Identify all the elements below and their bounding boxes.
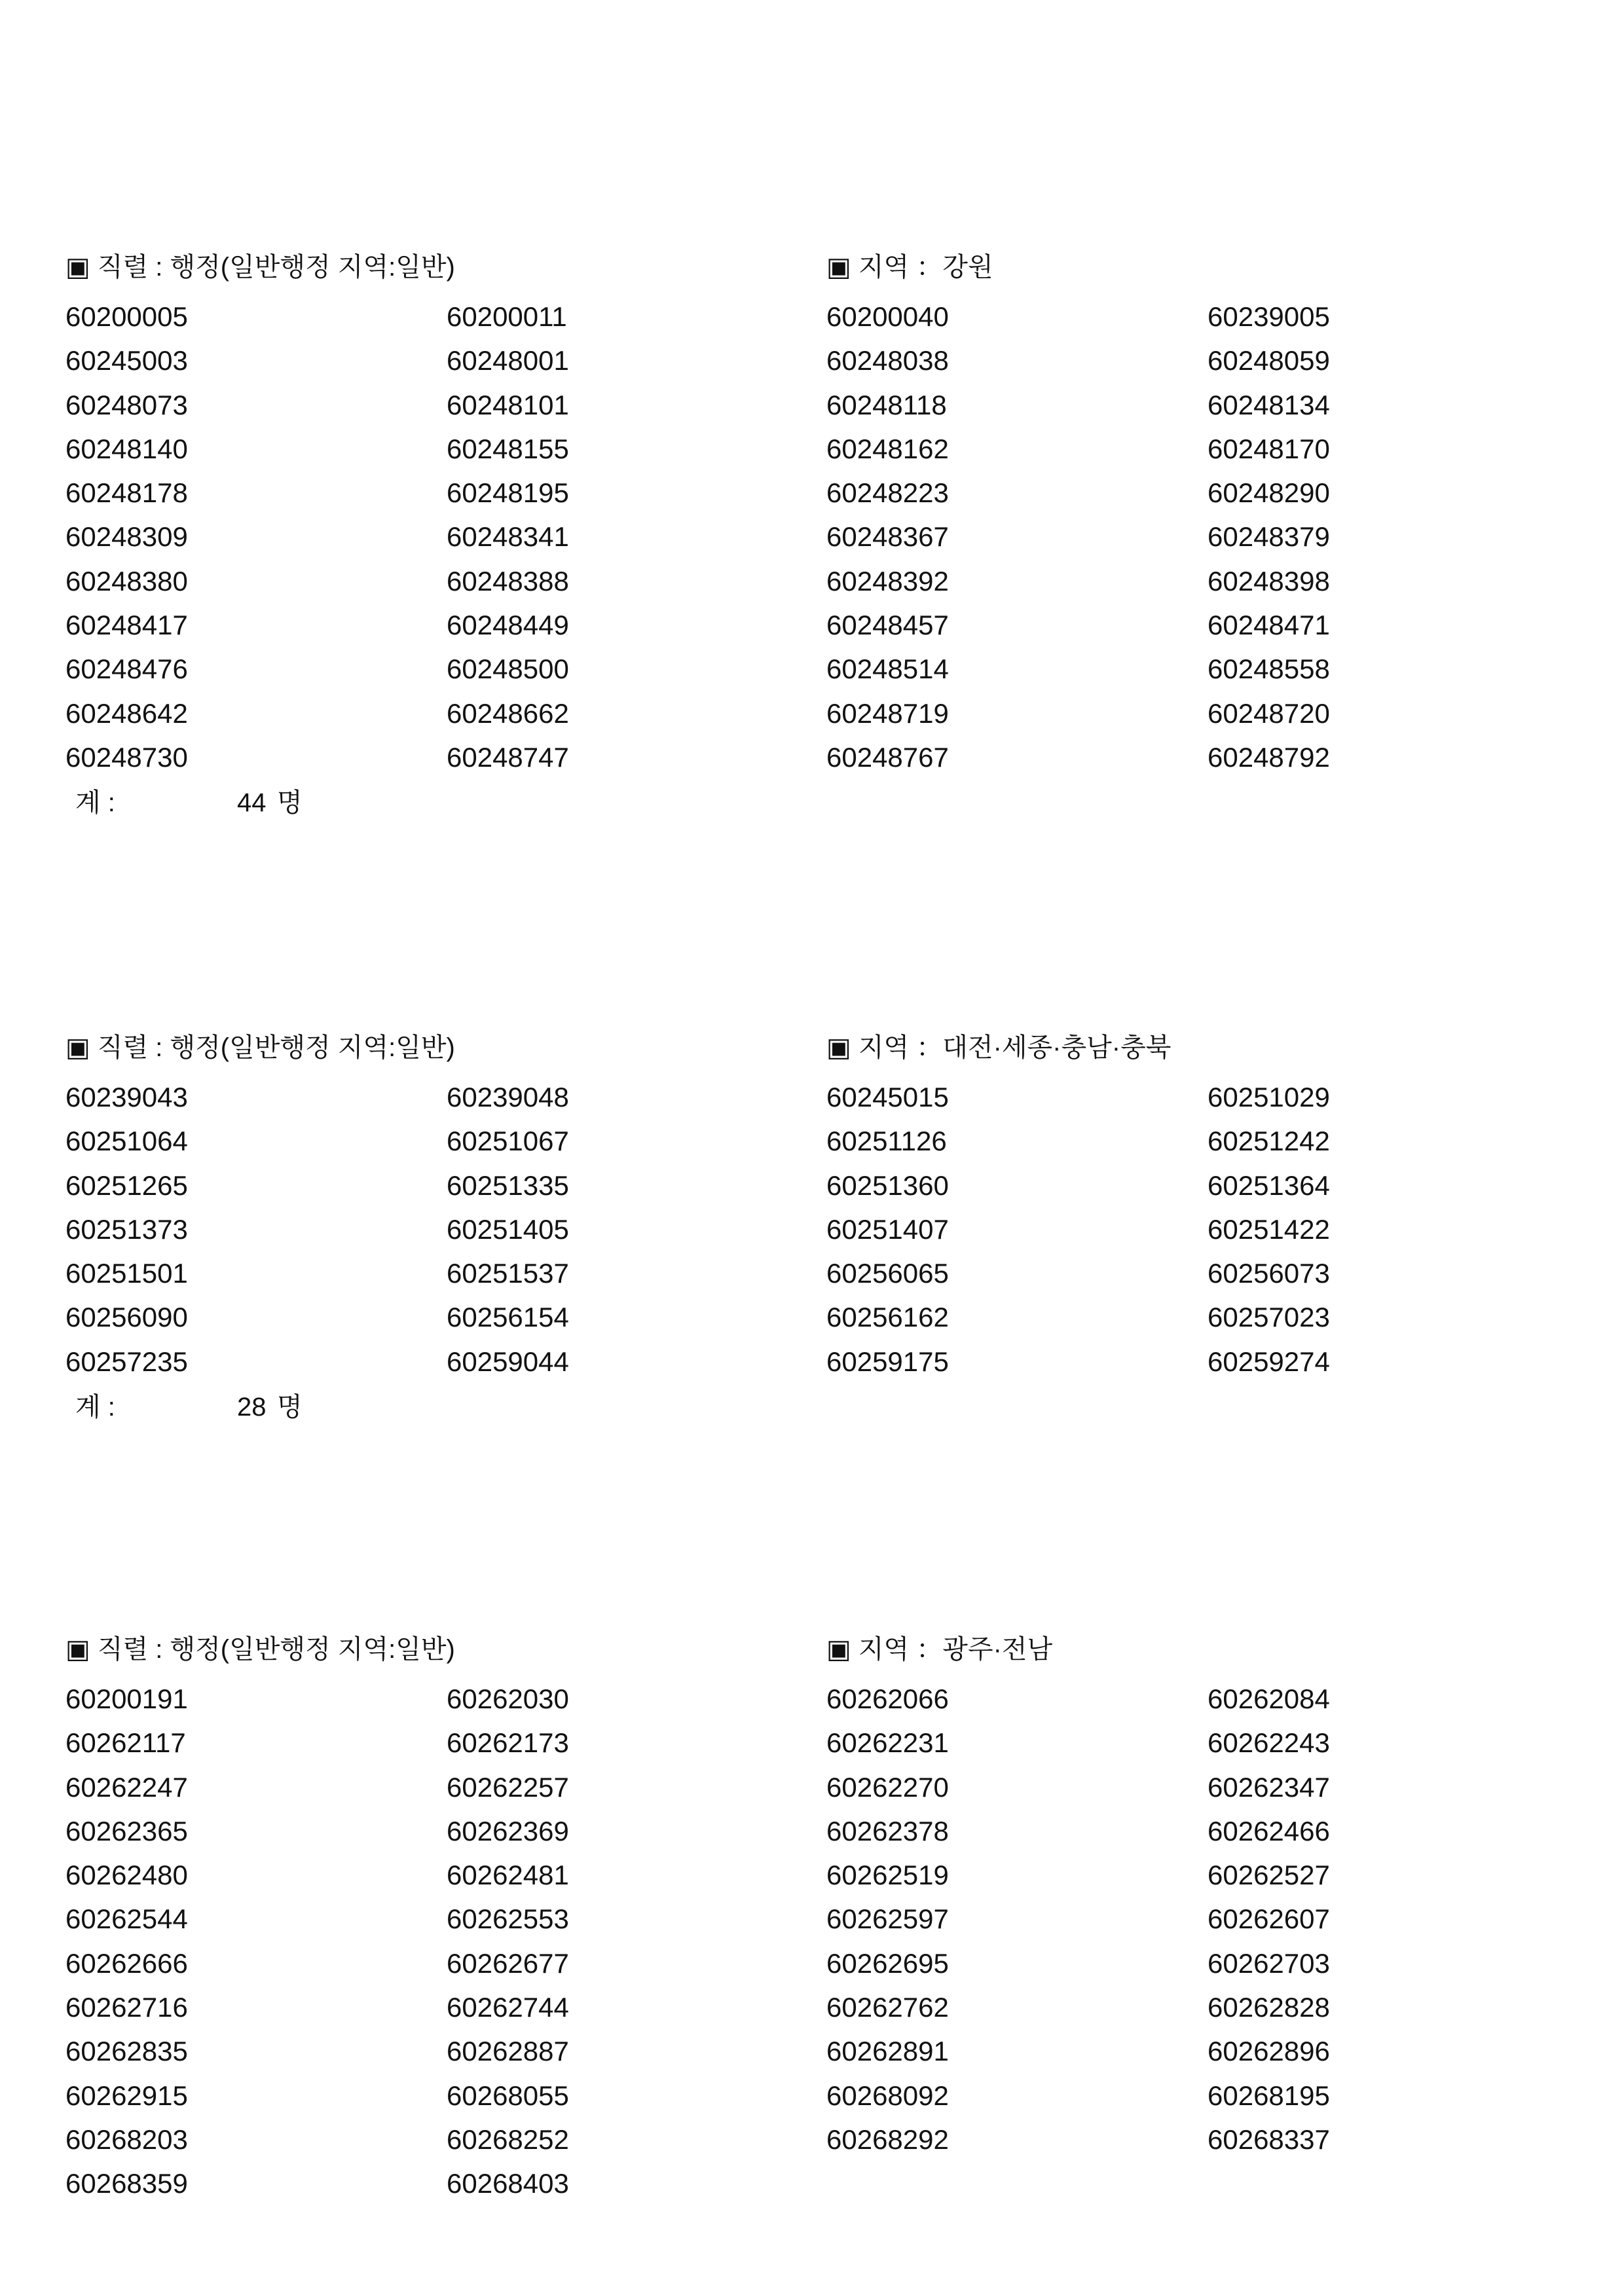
number-cell: 60248388: [447, 565, 569, 597]
number-cell: 60200040: [826, 301, 949, 332]
number-cell: 60268403: [447, 2168, 569, 2199]
region-heading: ▣ 지역 ：대전·세종·충남·충북: [826, 1033, 1172, 1062]
number-cell: 60262347: [1208, 1771, 1330, 1803]
section-header: [65, 249, 1572, 285]
number-cell: 60268359: [65, 2168, 188, 2199]
number-cell: 60262257: [447, 1771, 569, 1803]
region-heading: ▣ 지역 ：강원: [826, 253, 993, 282]
number-cell: 60248379: [1208, 521, 1330, 553]
number-cell: 60239005: [1208, 301, 1330, 332]
number-cell: 60262896: [1208, 2036, 1330, 2067]
number-cell: 60248380: [65, 565, 188, 597]
number-cell: 60248367: [826, 521, 949, 553]
number-cell: 60256065: [826, 1258, 949, 1289]
table-row: [65, 1944, 1572, 1988]
number-cell: 60262247: [65, 1771, 188, 1803]
table-row: [65, 2164, 1572, 2208]
number-cell: 60257235: [65, 1346, 188, 1377]
number-cell: 60262117: [65, 1727, 186, 1759]
number-cell: 60262703: [1208, 1947, 1330, 1979]
table-row: [65, 1856, 1572, 1900]
number-cell: 60248720: [1208, 697, 1330, 729]
table-row: [65, 1680, 1572, 1723]
section-gangwon: [65, 249, 1572, 822]
number-cell: 60262084: [1208, 1683, 1330, 1714]
table-row: [65, 1210, 1572, 1254]
number-cell: 60245003: [65, 345, 188, 376]
section-header: [65, 1029, 1572, 1066]
table-row: [65, 1900, 1572, 1943]
number-cell: 60262828: [1208, 1992, 1330, 2023]
table-row: [65, 1988, 1572, 2032]
number-cell: 60251373: [65, 1213, 188, 1245]
table-row: [65, 1078, 1572, 1122]
section-daejeon-sejong-chungnam-chungbuk: [65, 1029, 1572, 1427]
number-cell: 60251126: [826, 1126, 947, 1157]
number-cell: 60248417: [65, 610, 188, 641]
number-cell: 60262030: [447, 1683, 569, 1714]
number-cell: 60248642: [65, 697, 188, 729]
number-cell: 60262716: [65, 1992, 188, 2023]
number-cell: 60262597: [826, 1903, 949, 1935]
total-line: [65, 783, 1572, 822]
number-cell: 60248178: [65, 477, 188, 509]
number-cell: 60262553: [447, 1903, 569, 1935]
table-row: [65, 606, 1572, 650]
number-cell: 60268195: [1208, 2080, 1330, 2111]
table-row: [65, 1723, 1572, 1767]
number-cell: 60248449: [447, 610, 569, 641]
number-cell: 60268092: [826, 2080, 949, 2111]
number-cell: 60248719: [826, 697, 949, 729]
number-cell: 60248457: [826, 610, 949, 641]
number-cell: 60248001: [447, 345, 569, 376]
number-cell: 60256073: [1208, 1258, 1330, 1289]
number-cell: 60251067: [447, 1126, 569, 1157]
number-cell: 60200011: [447, 301, 567, 332]
number-cell: 60248500: [447, 653, 569, 685]
number-cell: 60200191: [65, 1683, 188, 1714]
series-heading: ▣ 직렬 : 행정(일반행정 지역:일반): [65, 1635, 455, 1664]
table-row: [65, 386, 1572, 430]
number-cell: 60251265: [65, 1169, 188, 1201]
number-cell: 60251335: [447, 1169, 569, 1201]
number-cell: 60251537: [447, 1258, 569, 1289]
number-cell: 60262466: [1208, 1815, 1330, 1846]
table-row: [65, 694, 1572, 738]
table-row: [65, 430, 1572, 473]
table-row: [65, 1768, 1572, 1812]
number-cell: 60262369: [447, 1815, 569, 1846]
number-cell: 60262695: [826, 1947, 949, 1979]
number-cell: 60268292: [826, 2123, 949, 2155]
number-cell: 60262231: [826, 1727, 949, 1759]
number-cell: 60251407: [826, 1213, 949, 1245]
series-heading: ▣ 직렬 : 행정(일반행정 지역:일반): [65, 253, 455, 282]
number-cell: 60251405: [447, 1213, 569, 1245]
number-cell: 60248162: [826, 433, 949, 464]
number-cell: 60248073: [65, 389, 188, 420]
number-cell: 60248118: [826, 389, 947, 420]
number-cell: 60262270: [826, 1771, 949, 1803]
table-row: [65, 738, 1572, 782]
number-cell: 60239043: [65, 1082, 188, 1112]
number-cell: 60248140: [65, 433, 188, 464]
number-cell: 60262607: [1208, 1903, 1330, 1935]
table-row: [65, 1122, 1572, 1166]
table-row: [65, 1254, 1572, 1298]
table-row: [65, 2120, 1572, 2164]
number-cell: 60268055: [447, 2080, 569, 2111]
number-cell: 60262544: [65, 1903, 188, 1935]
number-cell: 60248476: [65, 653, 188, 685]
total-label: 계 :: [75, 788, 115, 818]
total-unit: 명: [277, 1393, 303, 1422]
table-row: [65, 297, 1572, 341]
number-cell: 60262677: [447, 1947, 569, 1979]
number-cell: 60251364: [1208, 1169, 1330, 1201]
number-cell: 60248309: [65, 521, 188, 553]
number-cell: 60248767: [826, 741, 949, 773]
number-cell: 60256090: [65, 1302, 188, 1333]
number-cell: 60248134: [1208, 389, 1330, 420]
number-cell: 60262835: [65, 2036, 188, 2067]
number-cell: 60248471: [1208, 610, 1330, 641]
section-gwangju-jeonnam: [65, 1631, 1572, 2209]
table-row: [65, 1298, 1572, 1342]
number-cell: 60259175: [826, 1346, 949, 1377]
table-row: [65, 1166, 1572, 1210]
number-cell: 60245015: [826, 1082, 949, 1112]
table-row: [65, 517, 1572, 561]
number-cell: 60262173: [447, 1727, 569, 1759]
number-cell: 60248558: [1208, 653, 1330, 685]
region-heading: ▣ 지역 ：광주·전남: [826, 1635, 1053, 1664]
number-cell: 60248101: [447, 389, 569, 420]
table-row: [65, 2032, 1572, 2076]
number-cell: 60256154: [447, 1302, 569, 1333]
number-cell: 60248195: [447, 477, 569, 509]
number-cell: 60239048: [447, 1082, 569, 1112]
number-cell: 60262480: [65, 1860, 188, 1891]
number-cell: 60248392: [826, 565, 949, 597]
number-cell: 60262365: [65, 1815, 188, 1846]
number-cell: 60259274: [1208, 1346, 1330, 1377]
number-cell: 60251360: [826, 1169, 949, 1201]
total-line: [65, 1387, 1572, 1427]
number-cell: 60251422: [1208, 1213, 1330, 1245]
total-label: 계 :: [75, 1393, 115, 1422]
table-row: [65, 562, 1572, 606]
number-cell: 60262887: [447, 2036, 569, 2067]
number-cell: 60248341: [447, 521, 569, 553]
number-cell: 60256162: [826, 1302, 949, 1333]
number-cell: 60248059: [1208, 345, 1330, 376]
number-cell: 60262891: [826, 2036, 949, 2067]
number-cell: 60251029: [1208, 1082, 1330, 1112]
number-cell: 60248514: [826, 653, 949, 685]
series-heading: ▣ 직렬 : 행정(일반행정 지역:일반): [65, 1033, 455, 1062]
number-cell: 60262762: [826, 1992, 949, 2023]
table-row: [65, 1812, 1572, 1856]
number-cell: 60248730: [65, 741, 188, 773]
number-cell: 60262519: [826, 1860, 949, 1891]
section-header: [65, 1631, 1572, 1668]
number-list: [65, 1680, 1572, 2209]
number-cell: 60259044: [447, 1346, 569, 1377]
number-list: [65, 297, 1572, 782]
total-count: 28: [237, 1393, 267, 1422]
total-unit: 명: [277, 788, 303, 818]
number-cell: 60248155: [447, 433, 569, 464]
table-row: [65, 2076, 1572, 2120]
total-count: 44: [237, 788, 267, 818]
table-row: [65, 473, 1572, 517]
number-cell: 60262666: [65, 1947, 188, 1979]
number-cell: 60268252: [447, 2123, 569, 2155]
number-cell: 60248662: [447, 697, 569, 729]
number-cell: 60248290: [1208, 477, 1330, 509]
number-cell: 60251242: [1208, 1126, 1330, 1157]
number-cell: 60248747: [447, 741, 569, 773]
number-cell: 60262243: [1208, 1727, 1330, 1759]
number-cell: 60251501: [65, 1258, 188, 1289]
number-cell: 60262915: [65, 2080, 188, 2111]
table-row: [65, 650, 1572, 693]
number-cell: 60262481: [447, 1860, 569, 1891]
number-cell: 60268337: [1208, 2123, 1330, 2155]
number-list: [65, 1078, 1572, 1386]
number-cell: 60268203: [65, 2123, 188, 2155]
number-cell: 60262744: [447, 1992, 569, 2023]
table-row: [65, 1342, 1572, 1386]
table-row: [65, 341, 1572, 385]
number-cell: 60262527: [1208, 1860, 1330, 1891]
number-cell: 60262066: [826, 1683, 949, 1714]
number-cell: 60200005: [65, 301, 188, 332]
number-cell: 60248170: [1208, 433, 1330, 464]
number-cell: 60248223: [826, 477, 949, 509]
number-cell: 60248398: [1208, 565, 1330, 597]
number-cell: 60248038: [826, 345, 949, 376]
number-cell: 60262378: [826, 1815, 949, 1846]
number-cell: 60248792: [1208, 741, 1330, 773]
number-cell: 60257023: [1208, 1302, 1330, 1333]
number-cell: 60251064: [65, 1126, 188, 1157]
